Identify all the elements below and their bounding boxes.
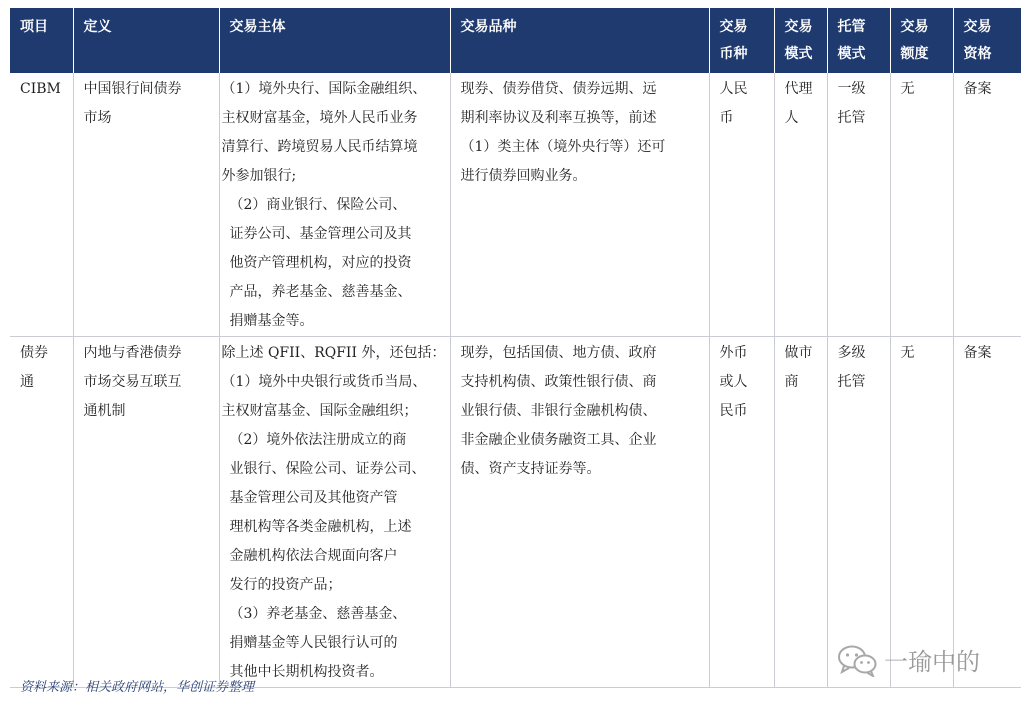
cell-currency [709,73,774,337]
cell-line: （1）境外央行、国际金融组织、 [221,81,427,97]
cell-line: （2）境外依法注册成立的商 [229,432,407,448]
cell-products [450,73,709,337]
cell-line: （2）商业银行、保险公司、 [229,197,407,213]
cell-products [450,337,709,688]
wechat-icon [836,643,878,677]
cell-line: 内地与香港债券 [83,345,182,361]
cell-line: 中国银行间债券 [83,81,182,97]
table-row [10,73,1021,337]
cell-mode [774,73,827,337]
cell-line: 币 [719,110,734,126]
cell-line: 一级 [837,81,866,97]
cell-line: 金融机构依法合规面向客户 [229,548,398,564]
cell-line: 债券 [20,345,48,361]
cell-line: 非金融企业债务融资工具、企业 [460,432,657,448]
cell-line: 商 [784,374,799,390]
cell-quota [890,73,953,337]
cell-line: 民币 [719,403,748,419]
header-item: 项目 [10,8,73,73]
cell-line: 备案 [963,81,992,97]
watermark [836,642,980,677]
header-quota: 交易 额度 [890,8,953,73]
cell-line: 捐赠基金等。 [229,313,314,329]
cell-line: （1）类主体（境外央行等）还可 [460,139,666,155]
cell-line: （3）养老基金、慈善基金、 [229,606,407,622]
cell-line: 理机构等各类金融机构，上述 [229,519,412,535]
cell-mode [774,337,827,688]
cell-line: 捐赠基金等人民银行认可的 [229,635,398,651]
cell-line: 通 [20,374,34,390]
cell-line: 外币 [719,345,748,361]
cell-line: 进行债券回购业务。 [460,168,587,184]
cell-line: 通机制 [83,403,126,419]
table-row [10,337,1021,688]
cell-line: 做市 [784,345,813,361]
cell-line: 代理 [784,81,813,97]
cell-custody [827,337,890,688]
cell-participants [219,73,450,337]
cell-line: 他资产管理机构，对应的投资 [229,255,412,271]
comparison-table [10,8,1021,688]
cell-line: 主权财富基金、国际金融组织； [221,403,418,419]
watermark-text: 一瑜中的 [884,648,980,676]
cell-currency [709,337,774,688]
cell-line: 市场 [83,110,112,126]
cell-line: 清算行、跨境贸易人民币结算境 [221,139,418,155]
cell-line: 债、资产支持证券等。 [460,461,601,477]
header-currency: 交易 币种 [709,8,774,73]
cell-line: 产品，养老基金、慈善基金、 [229,284,412,300]
cell-line: 人 [784,110,799,126]
header-participants: 交易主体 [219,8,450,73]
cell-line: 备案 [963,345,992,361]
cell-item [10,73,73,337]
cell-qualification [953,73,1021,337]
cell-line: 其他中长期机构投资者。 [229,664,384,680]
cell-line: 或人 [719,374,748,390]
cell-line: 主权财富基金，境外人民币业务 [221,110,418,126]
header-products: 交易品种 [450,8,709,73]
cell-definition [73,337,219,688]
cell-line: 市场交易互联互 [83,374,182,390]
header-custody: 托管 模式 [827,8,890,73]
cell-line: （1）境外中央银行或货币当局、 [221,374,427,390]
cell-line: 多级 [837,345,866,361]
cell-quota [890,337,953,688]
cell-line: 期利率协议及利率互换等，前述 [460,110,657,126]
source-note: 资料来源：相关政府网站，华创证券整理 [20,680,255,695]
cell-qualification [953,337,1021,688]
cell-item [10,337,73,688]
cell-participants [219,337,450,688]
cell-line: 人民 [719,81,748,97]
header-qualification: 交易 资格 [953,8,1021,73]
cell-line: 证券公司、基金管理公司及其 [229,226,412,242]
header-row [10,8,1021,73]
cell-line: 基金管理公司及其他资产管 [229,490,398,506]
header-definition: 定义 [73,8,219,73]
cell-definition [73,73,219,337]
cell-line: 无 [900,81,915,97]
header-mode: 交易 模式 [774,8,827,73]
cell-line: 支持机构债、政策性银行债、商 [460,374,657,390]
cell-line: 外参加银行; [221,168,297,184]
cell-line: 无 [900,345,915,361]
cell-line: CIBM [20,81,61,97]
cell-line: 现券、债券借贷、债券远期、远 [460,81,657,97]
cell-line: 除上述 QFII、RQFII 外，还包括： [221,345,446,361]
cell-line: 现券，包括国债、地方债、政府 [460,345,657,361]
cell-custody [827,73,890,337]
cell-line: 托管 [837,374,866,390]
cell-line: 托管 [837,110,866,126]
cell-line: 业银行债、非银行金融机构债、 [460,403,657,419]
cell-line: 发行的投资产品； [229,577,342,593]
cell-line: 业银行、保险公司、证券公司、 [229,461,426,477]
